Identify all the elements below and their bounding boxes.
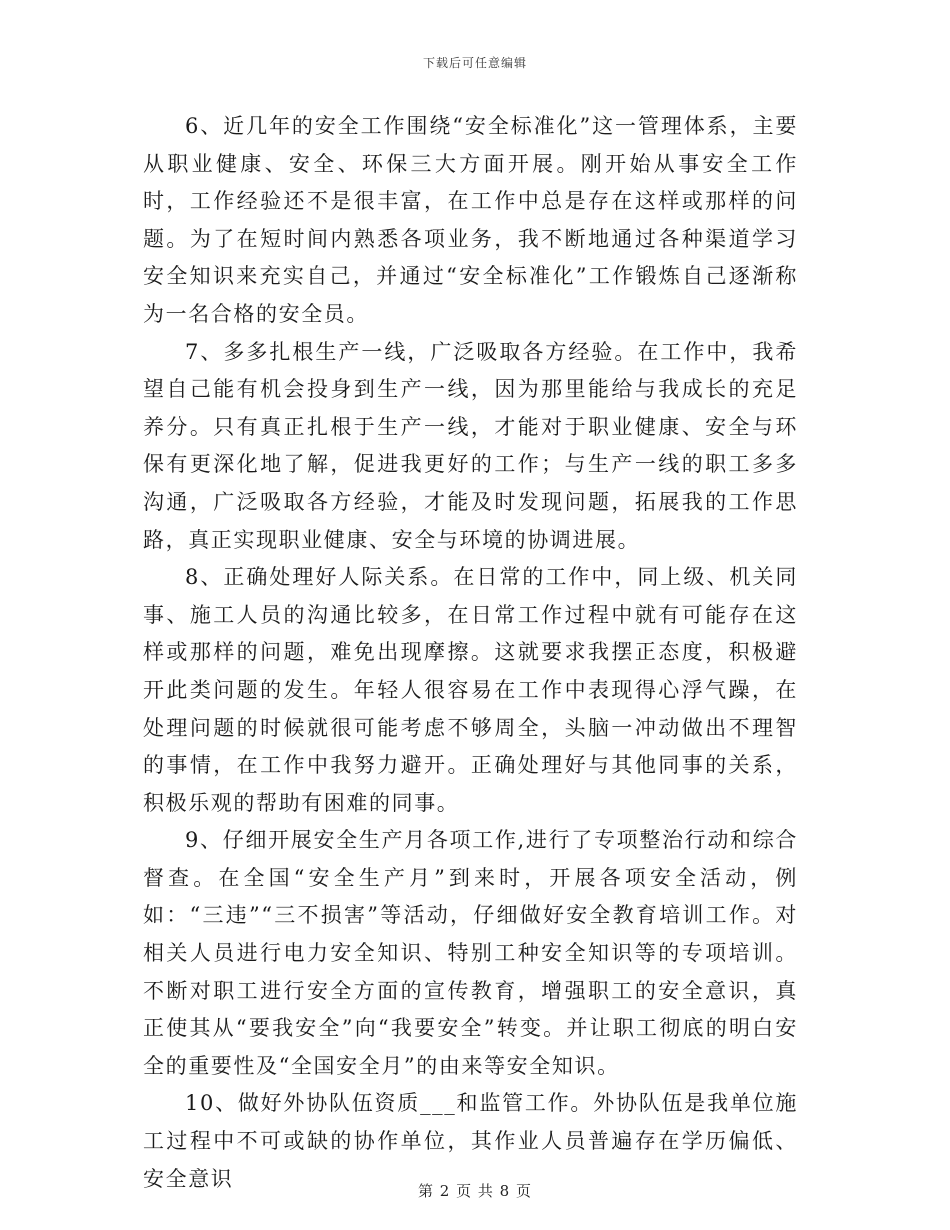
paragraph-6: 6、近几年的安全工作围绕“安全标准化”这一管理体系，主要从职业健康、安全、环保三大方面开展。刚开始从事安全工作时，工作经验还不是很丰富，在工作中总是存在这样或那样的问题。为了在短时间内熟悉各项业务，我不断地通过各种渠道学习安全知识来充实自己，并通过“安全标准化”工作锻炼自己逐渐称为一名合格的安全员。	[143, 114, 798, 326]
page-header-note: 下载后可任意编辑	[422, 56, 527, 70]
paragraph-8: 8、正确处理好人际关系。在日常的工作中，同上级、机关同事、施工人员的沟通比较多，在日常工作过程中就有可能存在这样或那样的问题，难免出现摩擦。这就要求我摆正态度，积极避开此类问题的发生。年轻人很容易在工作中表现得心浮气躁，在处理问题的时候就很可能考虑不够周全，头脑一冲动做出不理智的事情，在工作中我努力避开。正确处理好与其他同事的关系，积极乐观的帮助有困难的同事。	[143, 565, 798, 815]
paragraph-7: 7、多多扎根生产一线，广泛吸取各方经验。在工作中，我希望自己能有机会投身到生产一线，因为那里能给与我成长的充足养分。只有真正扎根于生产一线，才能对于职业健康、安全与环保有更深化地了解，促进我更好的工作；与生产一线的职工多多沟通，广泛吸取各方经验，才能及时发现问题，拓展我的工作思路，真正实现职业健康、安全与环境的协调进展。	[143, 339, 798, 552]
paragraph-9: 9、仔细开展安全生产月各项工作,进行了专项整治行动和综合督查。在全国“安全生产月”到来时，开展各项安全活动，例如：“三违”“三不损害”等活动，仔细做好安全教育培训工作。对相关人员进行电力安全知识、特别工种安全知识等的专项培训。不断对职工进行安全方面的宣传教育，增强职工的安全意识，真正使其从“要我安全”向“我要安全”转变。并让职工彻底的明白安全的重要性及“全国安全月”的由来等安全知识。	[143, 828, 798, 1078]
page-number-footer: 第 2 页 共 8 页	[418, 1182, 532, 1200]
paragraph-10: 10、做好外协队伍资质___和监管工作。外协队伍是我单位施工过程中不可或缺的协作单位，其作业人员普遍存在学历偏低、安全意识	[143, 1091, 798, 1191]
